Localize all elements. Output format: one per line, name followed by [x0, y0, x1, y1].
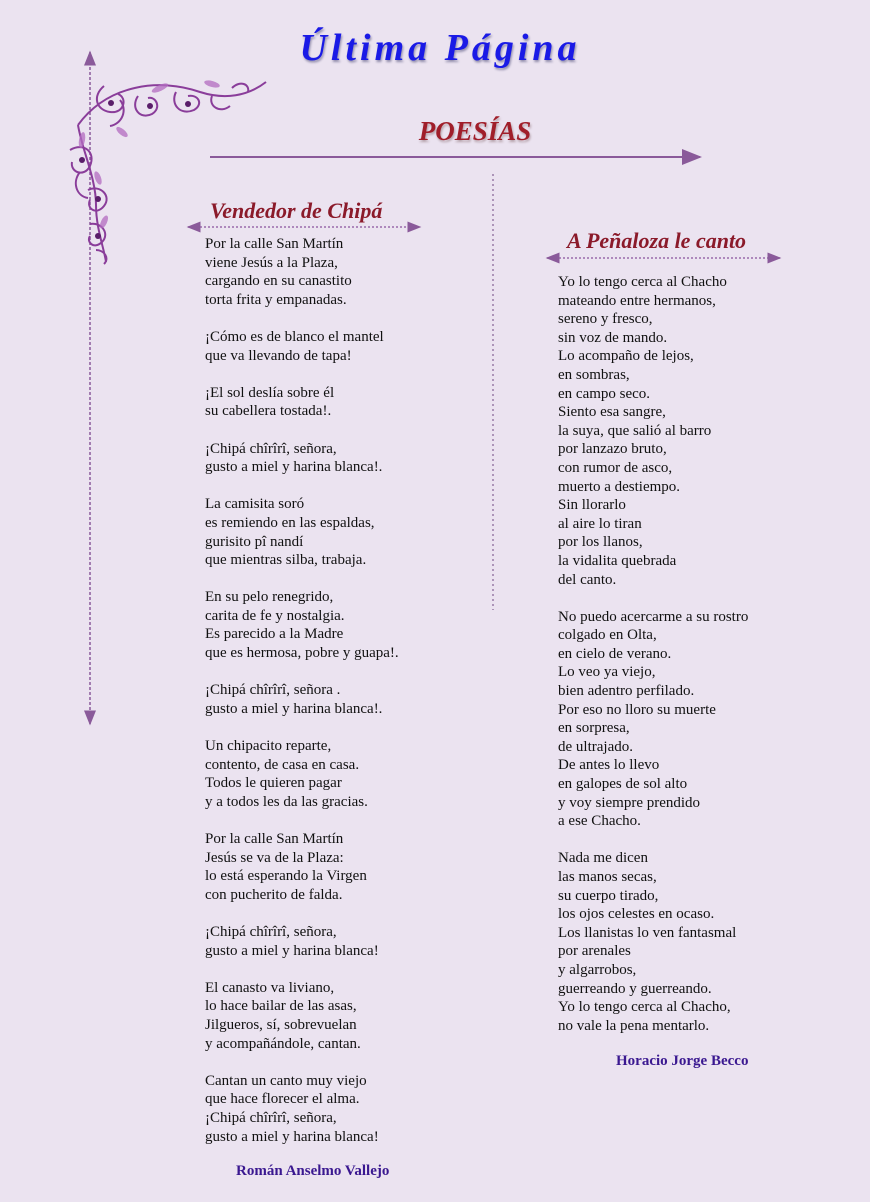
poem-line: que va llevando de tapa! — [205, 347, 352, 364]
poem-line: del canto. — [558, 571, 617, 588]
page-title: Última Página — [299, 27, 581, 69]
stanza — [205, 588, 399, 662]
stanza — [205, 384, 399, 421]
poem-line: guerreando y guerreando. — [558, 980, 712, 997]
poem-line: sin voz de mando. — [558, 329, 668, 346]
stanza — [205, 495, 399, 569]
stanza — [205, 328, 399, 365]
poem-line: es remiendo en las espaldas, — [205, 514, 375, 531]
poem-line: los ojos celestes en ocaso. — [558, 906, 715, 923]
poem-line: sereno y fresco, — [558, 311, 653, 328]
poem-line: ¡Cómo es de blanco el mantel — [205, 328, 384, 345]
poem-line: Un chipacito reparte, — [205, 738, 332, 755]
poem-line: por lanzazo bruto, — [558, 441, 667, 458]
poem-line: Todos le quieren pagar — [205, 775, 342, 792]
stanza — [205, 1072, 399, 1146]
poem-line: Lo acompaño de lejos, — [558, 348, 694, 365]
poem-line: en sorpresa, — [558, 720, 630, 737]
poem-line: y acompañándole, cantan. — [205, 1035, 361, 1052]
poem-line: cargando en su canastito — [205, 273, 352, 290]
poem-line: torta frita y empanadas. — [205, 291, 347, 308]
poem1-title: Vendedor de Chipá — [210, 198, 383, 223]
stanza — [558, 849, 748, 1035]
poem1-body — [205, 235, 399, 1146]
poem-line: Yo lo tengo cerca al Chacho, — [558, 999, 731, 1016]
poem-line: por los llanos, — [558, 534, 643, 551]
stanza — [205, 681, 399, 718]
stanza — [205, 235, 399, 309]
poem-line: en cielo de verano. — [558, 645, 672, 662]
poem-line: Los llanistas lo ven fantasmal — [558, 924, 737, 941]
poem-line: al aire lo tiran — [558, 515, 642, 532]
poem-line: Por eso no lloro su muerte — [558, 701, 716, 718]
stanza — [205, 737, 399, 811]
poem-line: bien adentro perfilado. — [558, 683, 695, 700]
poem-line: Por la calle San Martín — [205, 236, 344, 252]
poem-line: y a todos les da las gracias. — [205, 793, 368, 810]
poem-line: no vale la pena mentarlo. — [558, 1017, 710, 1034]
stanza — [205, 440, 399, 477]
poem-line: gusto a miel y harina blanca! — [205, 942, 379, 959]
poem2-body — [558, 273, 748, 1035]
poem-line: en campo seco. — [558, 385, 651, 402]
poem-line: lo hace bailar de las asas, — [205, 998, 357, 1015]
poem-line: De antes lo llevo — [558, 757, 660, 774]
poem-line: Jesús se va de la Plaza: — [205, 849, 344, 866]
poem-line: ¡Chipá chîrîrî, señora . — [205, 682, 341, 699]
stanza — [205, 979, 399, 1053]
poem-line: a ese Chacho. — [558, 813, 641, 830]
poem-line: gurisito pî nandí — [205, 533, 304, 550]
poem-line: ¡Chipá chîrîrî, señora, — [205, 1109, 337, 1126]
poem-line: que mientras silba, trabaja. — [205, 552, 367, 569]
poem-line: las manos secas, — [558, 869, 657, 885]
poem-line: Siento esa sangre, — [558, 404, 666, 421]
stanza — [205, 923, 399, 960]
poem-line: Sin llorarlo — [558, 497, 626, 514]
poem-line: su cabellera tostada!. — [205, 403, 332, 420]
stanza — [558, 273, 748, 589]
poem-line: con pucherito de falda. — [205, 886, 343, 903]
poem-line: viene Jesús a la Plaza, — [205, 254, 338, 271]
poem1-author: Román Anselmo Vallejo — [236, 1163, 390, 1179]
poem-line: Por la calle San Martín — [205, 831, 344, 847]
poem-line: su cuerpo tirado, — [558, 887, 659, 904]
poem-line: carita de fe y nostalgia. — [205, 607, 345, 624]
poem-line: colgado en Olta, — [558, 627, 657, 644]
stanza — [558, 608, 748, 831]
poem-line: ¡Chipá chîrîrî, señora, — [205, 440, 337, 457]
poem-line: que es hermosa, pobre y guapa!. — [205, 645, 399, 662]
poem-line: contento, de casa en casa. — [205, 756, 360, 773]
section-title: POESÍAS — [418, 116, 532, 146]
poem-line: muerto a destiempo. — [558, 478, 681, 495]
poem-line: Lo veo ya viejo, — [558, 664, 656, 681]
poem-line: gusto a miel y harina blanca!. — [205, 700, 383, 717]
poem-line: con rumor de asco, — [558, 459, 673, 476]
poem-line: gusto a miel y harina blanca!. — [205, 459, 383, 476]
poem2-author: Horacio Jorge Becco — [616, 1053, 749, 1069]
poem-line: y algarrobos, — [558, 961, 637, 978]
poem-line: la vidalita quebrada — [558, 552, 677, 569]
poem-line: ¡El sol deslía sobre él — [205, 384, 335, 401]
poem-line: El canasto va liviano, — [205, 979, 335, 996]
poem-line: la suya, que salió al barro — [558, 422, 712, 439]
poem-line: Nada me dicen — [558, 850, 648, 867]
poem2-title: A Peñaloza le canto — [567, 228, 747, 253]
stanza — [205, 830, 399, 904]
poem-line: La camisita soró — [205, 496, 305, 513]
poem-line: Jilgueros, sí, sobrevuelan — [205, 1016, 357, 1033]
poem-line: gusto a miel y harina blanca! — [205, 1128, 379, 1145]
poem-line: en sombras, — [558, 366, 630, 383]
poem-line: por arenales — [558, 943, 631, 960]
poem-line: mateando entre hermanos, — [558, 292, 716, 309]
poem-line: que hace florecer el alma. — [205, 1091, 360, 1108]
corner-flourish-dots — [79, 100, 191, 239]
poem-line: Cantan un canto muy viejo — [205, 1072, 367, 1089]
poem-line: en galopes de sol alto — [558, 776, 688, 793]
poem-line: de ultrajado. — [558, 738, 633, 755]
poem-line: Yo lo tengo cerca al Chacho — [558, 274, 727, 290]
poem-line: ¡Chipá chîrîrî, señora, — [205, 923, 337, 940]
poem-line: En su pelo renegrido, — [205, 589, 334, 606]
poem-line: No puedo acercarme a su rostro — [558, 608, 749, 625]
poem-line: lo está esperando la Virgen — [205, 868, 367, 885]
poem-line: Es parecido a la Madre — [205, 626, 344, 643]
poem-line: y voy siempre prendido — [558, 794, 701, 811]
